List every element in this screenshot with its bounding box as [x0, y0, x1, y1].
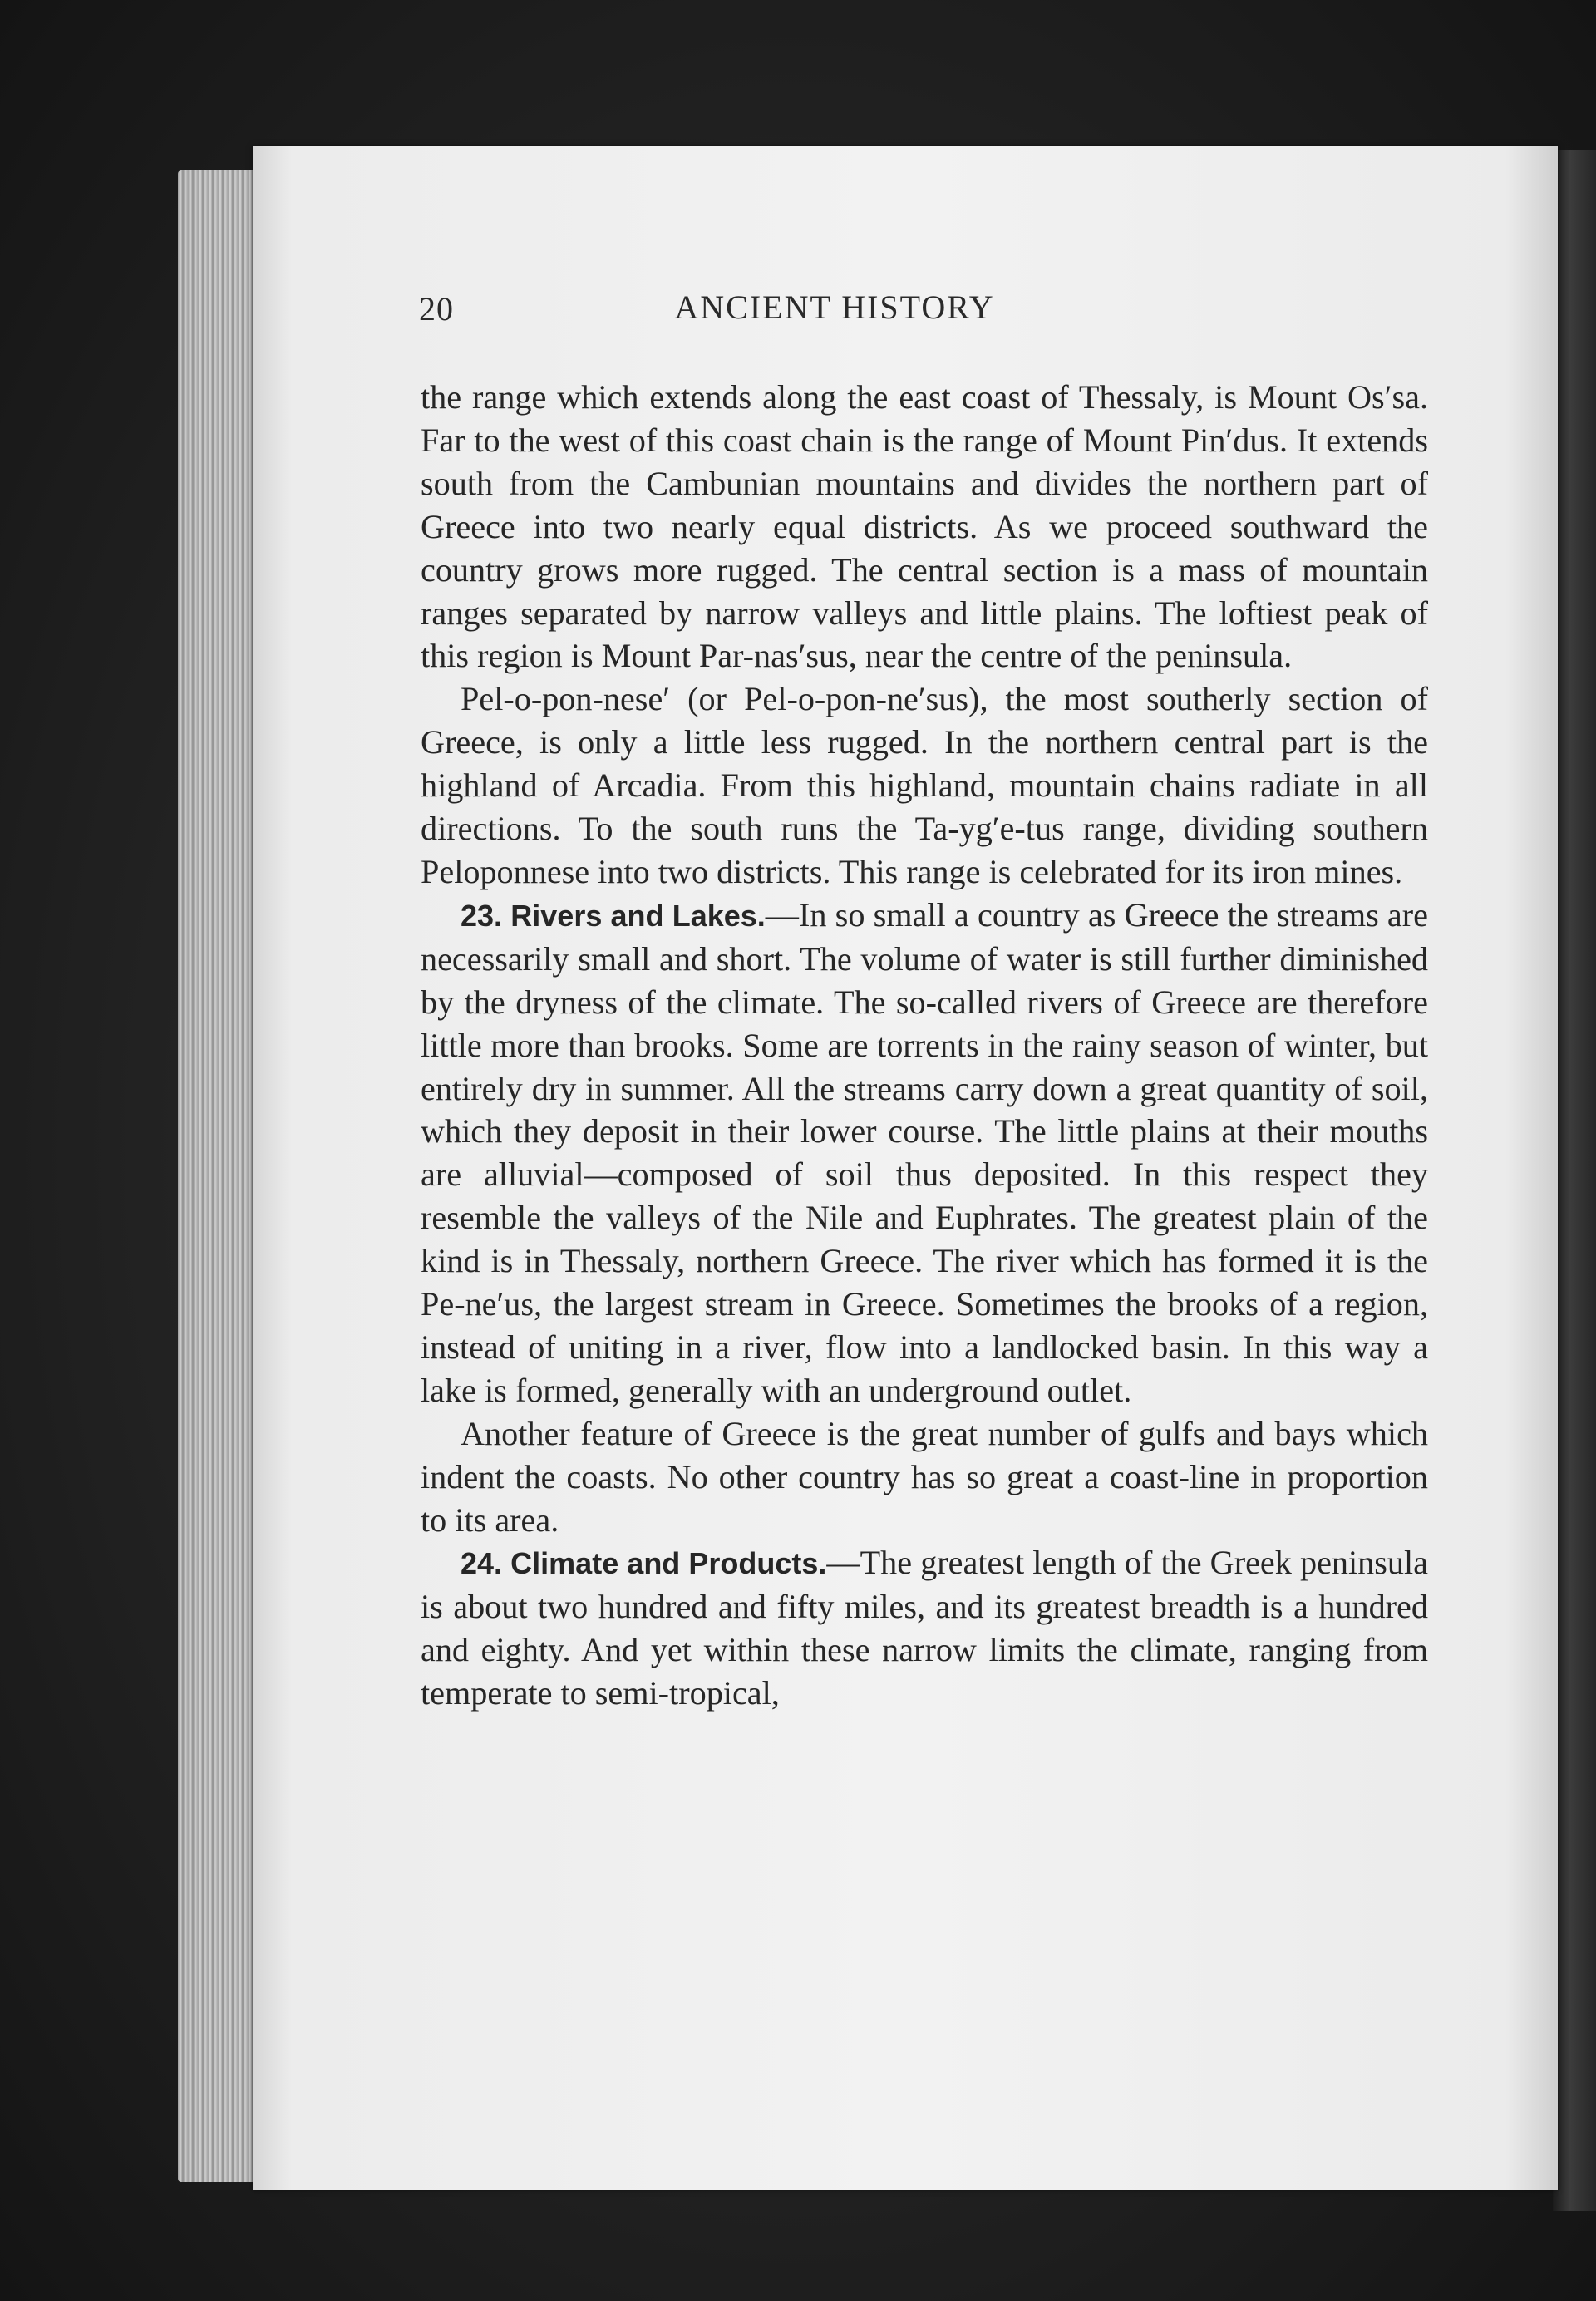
book-page — [253, 146, 1558, 2190]
section-23 — [421, 894, 1428, 1412]
paragraph-mountains: the range which extends along the east coast of Thessaly, is Mount Os′sa. Far to the west of this coast chain is the range of Mount Pin′dus. It extends south from the Cambunian mountains and divides the northern part of Greece into two nearly equal districts. As we proceed southward the country grows more rugged. The central section is a mass of mountain ranges separated by narrow valleys and little plains. The loftiest peak of this region is Mount Par-nas′sus, near the centre of the peninsula. — [421, 378, 1428, 675]
paragraph-gulfs: Another feature of Greece is the great number of gulfs and bays which indent the coasts. No other country has so great a coast-line in proportion to its area. — [421, 1414, 1428, 1539]
paragraph-peloponnese: Pel-o-pon-nese′ (or Pel-o-pon-ne′sus), the most southerly section of Greece, is only a little less rugged. In the northern central part is the highland of Arcadia. From this highland, mountain chains radiate in all directions. To the south runs the Ta-yg′e-tus range, dividing southern Peloponnese into two districts. This range is celebrated for its iron mines. — [421, 680, 1428, 890]
page-header — [419, 289, 1533, 339]
running-title: ANCIENT HISTORY — [674, 288, 995, 326]
section-text: —In so small a country as Greece the streams are necessarily small and short. The volume of water is still further diminished by the dryness of the climate. The so-called rivers of Greece are therefore little more than brooks. Some are torrents in the rainy season of winter, but entirely dry in summer. All the streams carry down a great quantity of soil, which they deposit in their lower course. The little plains at their mouths are alluvial—composed of soil thus deposited. In this respect they resemble the valleys of the Nile and Euphrates. The greatest plain of the kind is in Thessaly, northern Greece. The river which has formed it is the Pe-ne′us, the largest stream in Greece. Sometimes the brooks of a region, instead of uniting in a river, flow into a landlocked basin. In this way a lake is formed, generally with an underground outlet. — [421, 895, 1428, 1409]
section-heading: Rivers and Lakes. — [510, 898, 766, 933]
page-number: 20 — [419, 290, 454, 328]
section-number: 24. — [461, 1546, 503, 1581]
section-number: 23. — [461, 898, 503, 933]
book-binding-edge — [1553, 150, 1596, 2211]
body-text — [421, 376, 1428, 1715]
section-heading: Climate and Products. — [510, 1546, 827, 1581]
section-text: —The greatest length of the Greek peninsula is about two hundred and fifty miles, and its greatest breadth is a hundred and eighty. And yet within these narrow limits the climate, ranging from temperate to semi-tropical, — [421, 1544, 1428, 1712]
section-24 — [421, 1541, 1428, 1715]
book-page-edges — [178, 170, 261, 2182]
